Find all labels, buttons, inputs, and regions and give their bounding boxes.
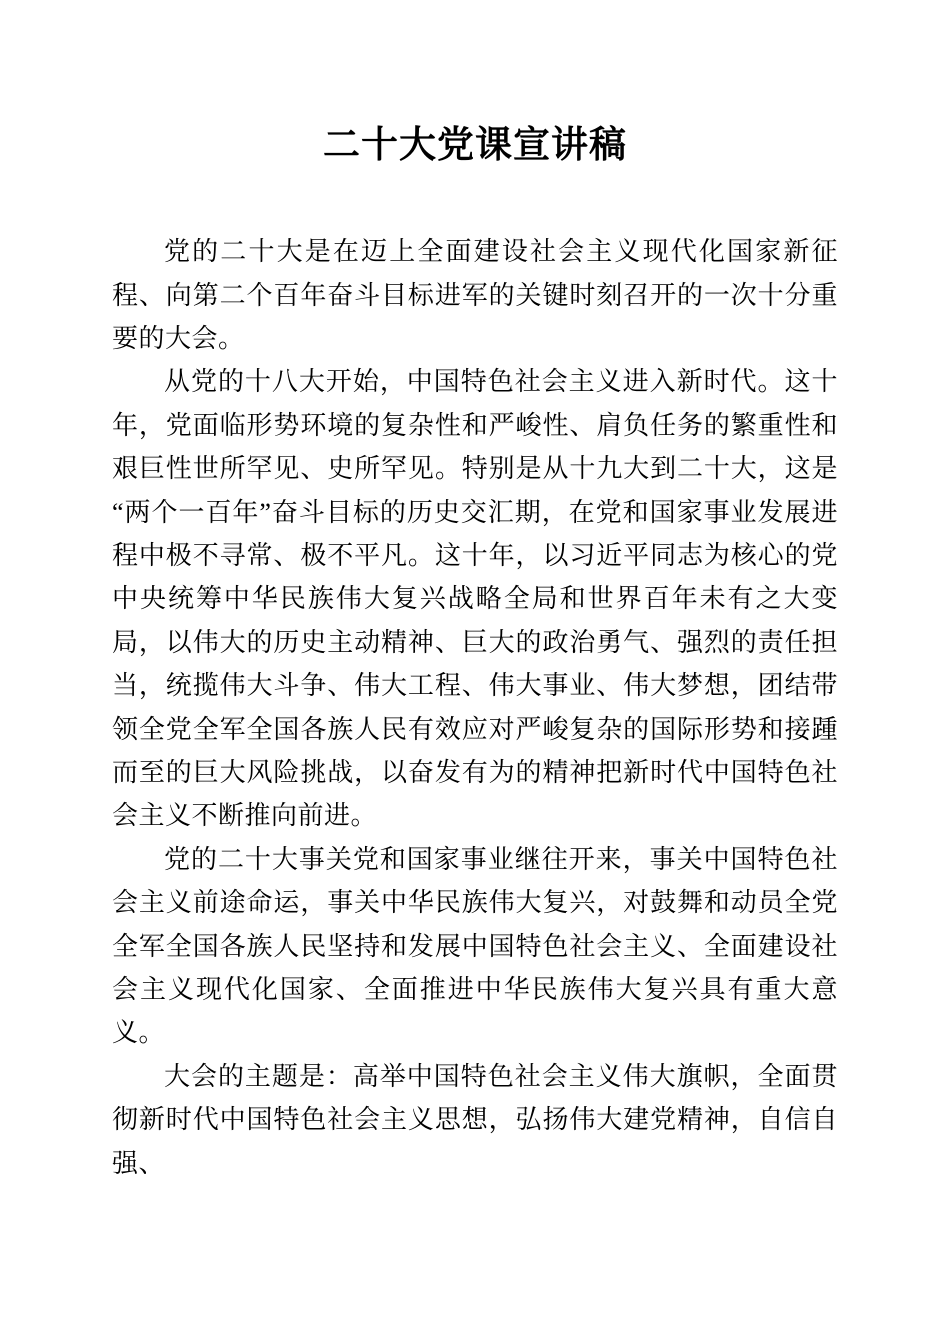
body-paragraph-4: 大会的主题是：高举中国特色社会主义伟大旗帜，全面贯彻新时代中国特色社会主义思想，弘扬伟大建党精神，自信自强、 xyxy=(112,1061,838,1178)
body-paragraph-2: 从党的十八大开始，中国特色社会主义进入新时代。这十年，党面临形势环境的复杂性和严峻性、肩负任务的繁重性和艰巨性世所罕见、史所罕见。特别是从十九大到二十大，这是“两个一百年”奋斗目标的历史交汇期，在党和国家事业发展进程中极不寻常、极不平凡。这十年，以习近平同志为核心的党中央统筹中华民族伟大复兴战略全局和世界百年未有之大变局，以伟大的历史主动精神、巨大的政治勇气、强烈的责任担当，统揽伟大斗争、伟大工程、伟大事业、伟大梦想，团结带领全党全军全国各族人民有效应对严峻复杂的国际形势和接踵而至的巨大风险挑战，以奋发有为的精神把新时代中国特色社会主义不断推向前进。 xyxy=(112,367,838,831)
page-title: 二十大党课宣讲稿 xyxy=(323,125,627,166)
document-body xyxy=(112,230,838,1185)
body-paragraph-3: 党的二十大事关党和国家事业继往开来，事关中国特色社会主义前途命运，事关中华民族伟大复兴，对鼓舞和动员全党全军全国各族人民坚持和发展中国特色社会主义、全面建设社会主义现代化国家、全面推进中华民族伟大复兴具有重大意义。 xyxy=(112,844,838,1048)
body-paragraph-1: 党的二十大是在迈上全面建设社会主义现代化国家新征程、向第二个百年奋斗目标进军的关键时刻召开的一次十分重要的大会。 xyxy=(112,237,838,353)
